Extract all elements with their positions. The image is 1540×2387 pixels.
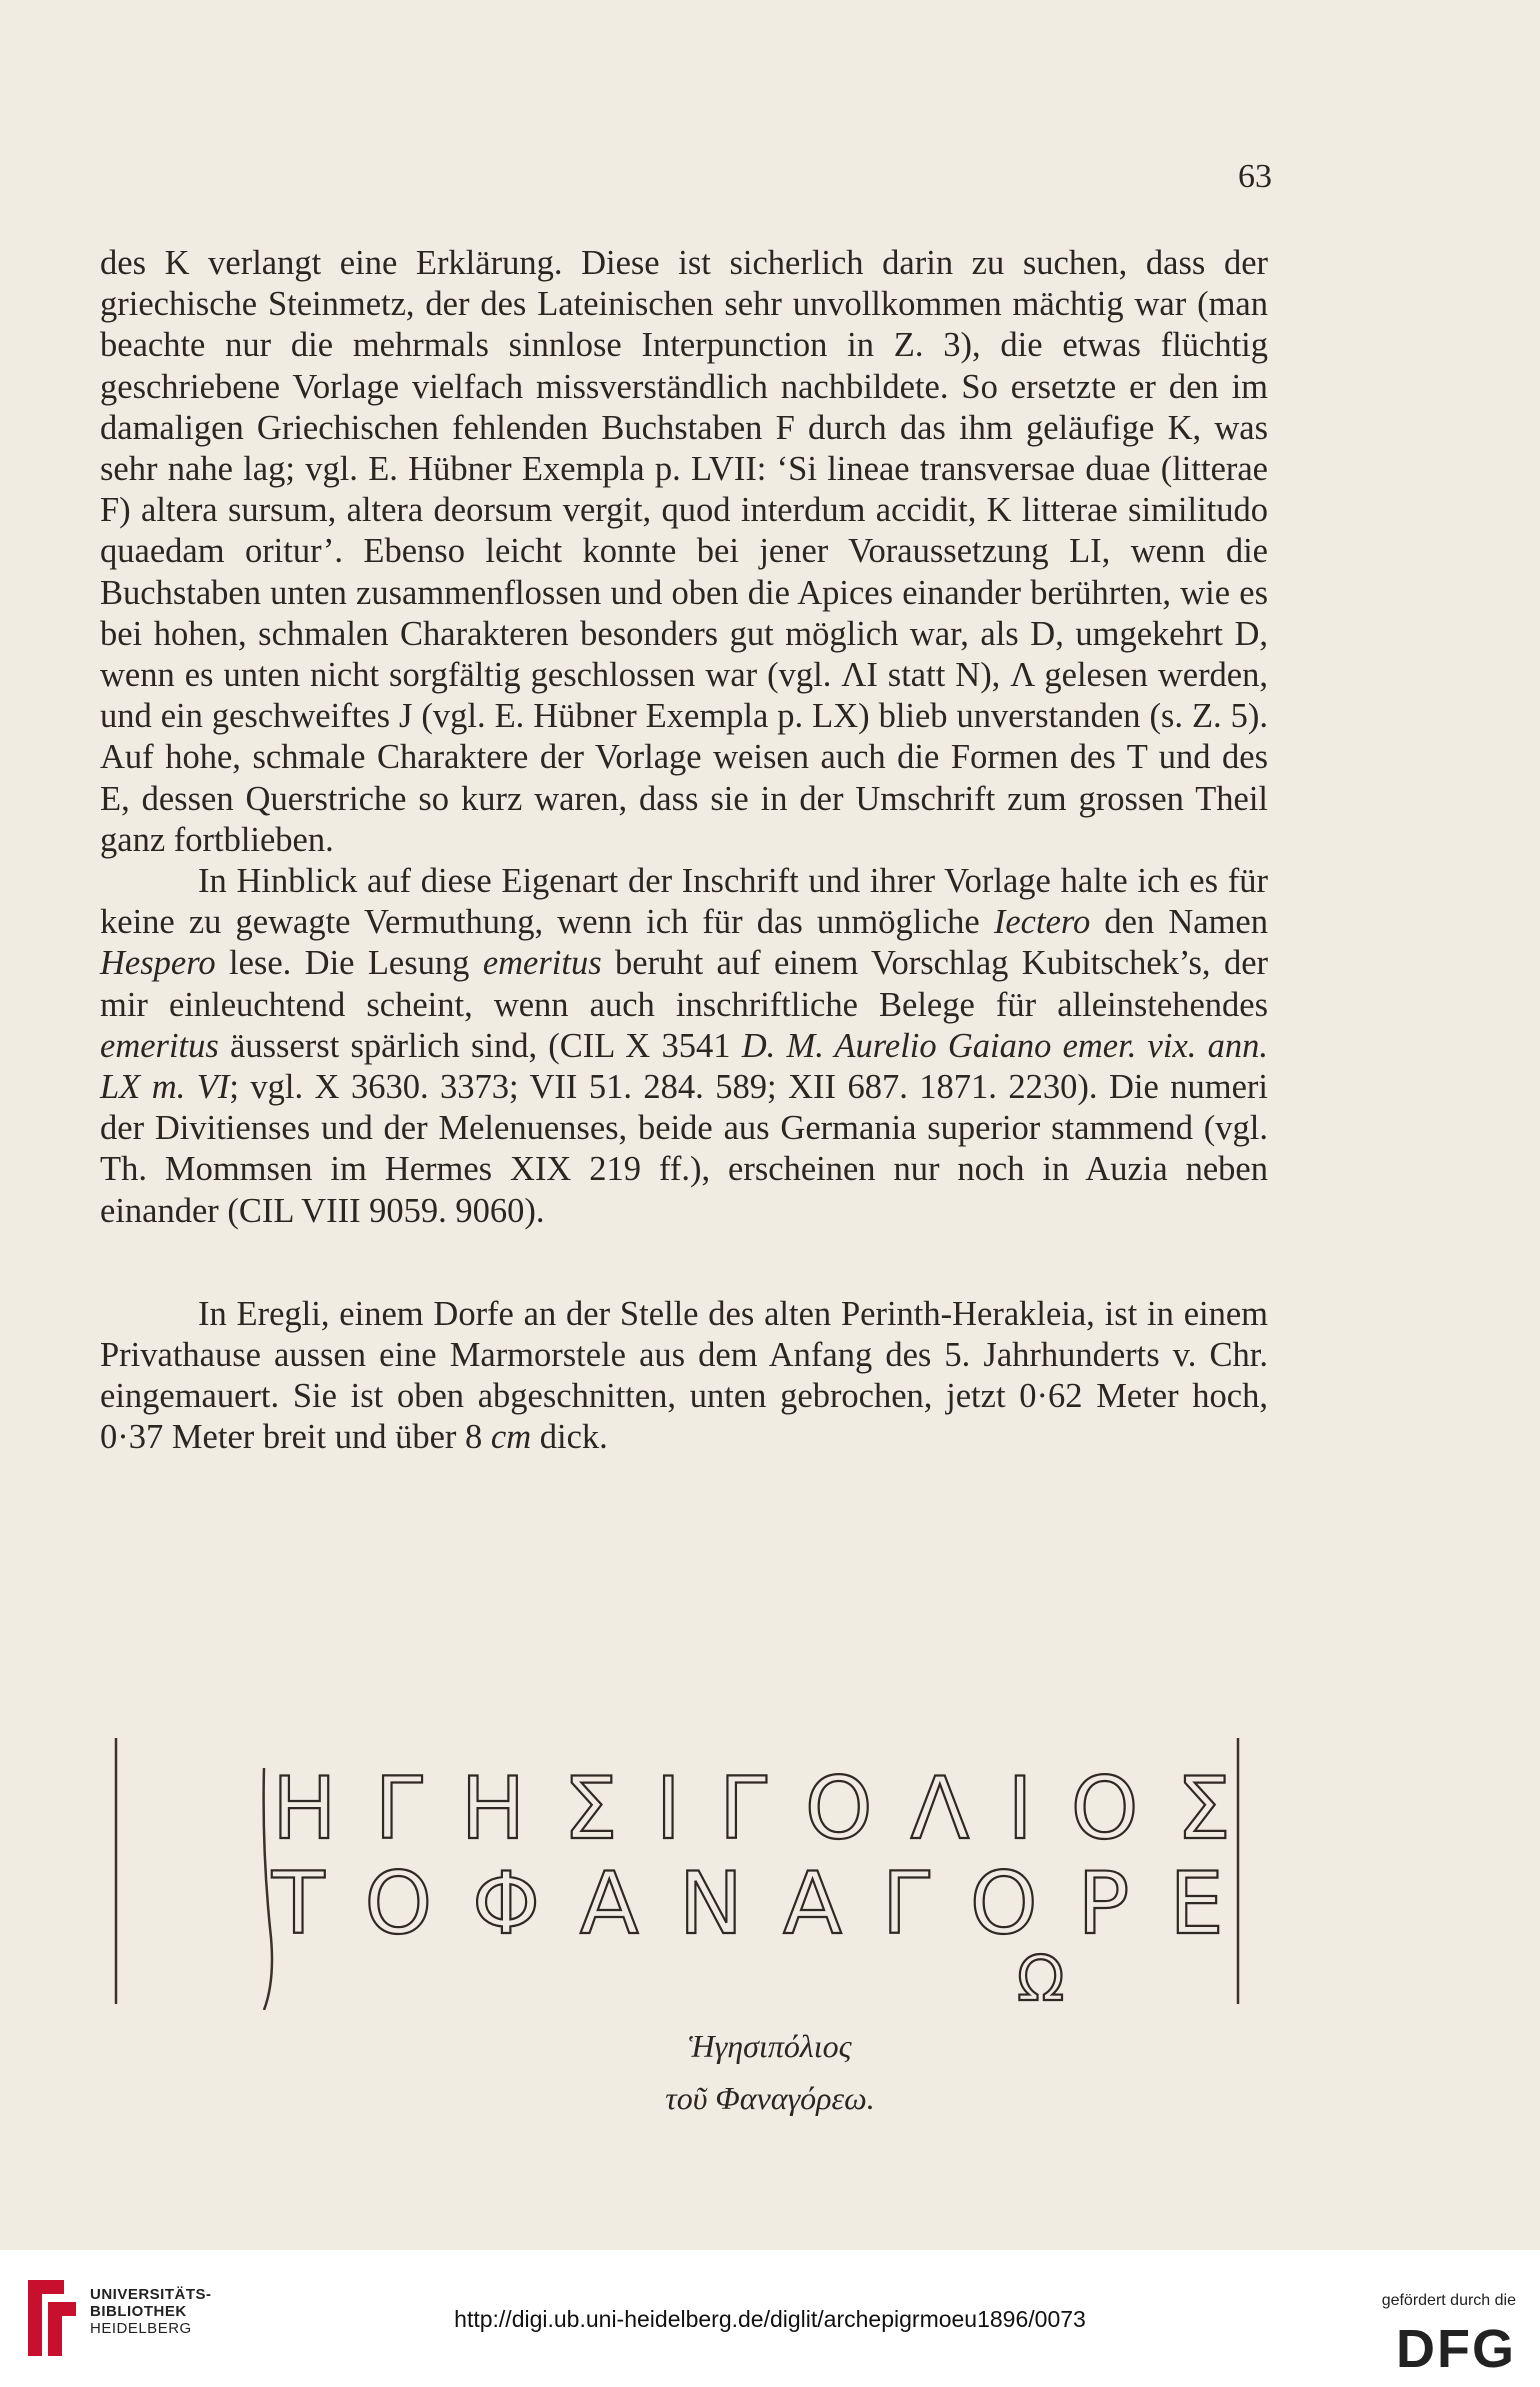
page-number: 63 (1238, 158, 1272, 195)
text-run: des K verlangt eine Erklärung. Diese ist sicherlich darin zu suchen, dass der griechische Steinmetz, der des Lateinischen sehr unvollkommen mächtig war (man beachte nur die mehrmals sinnlose Interpunction in Z. 3), die etwas flüchtig geschriebene Vorlage vielfach missverständlich nachbildete. So ersetzte er den im damaligen Griechischen fehlenden Buchstaben F durch das ihm geläufige K, was sehr nahe lag; vgl. E. Hübner Exempla p. LVII: ‘Si lineae transversae duae (litterae F) altera sursum, altera deorsum vergit, quod interdum accidit, K litterae similitudo quaedam oritur’. Ebenso leicht konnte bei jener Voraussetzung LI, wenn die Buchstaben unten zusammenflossen und oben die Apices einander berührten, wie es bei hohen, schmalen Charakteren besonders gut möglich war, als D, umgekehrt D, wenn es unten nicht sorgfältig geschlossen war (vgl. ΛI statt N), Λ gelesen werden, und ein geschweiftes J (vgl. E. Hübner Exempla p. LX) blieb unverstanden (s. Z. 5). Auf hohe, schmale Charaktere der Vorlage weisen auch die Formen des T und des E, dessen Querstriche so kurz waren, dass sie in der Umschrift zum grossen Theil ganz fortblieben. (100, 244, 1268, 859)
italic-run: Iectero (993, 903, 1091, 942)
paragraph-3 (100, 1294, 1268, 1459)
inscription-svg (112, 1728, 1242, 2010)
paragraph-2 (100, 861, 1268, 1232)
italic-run: emeritus (100, 1026, 219, 1065)
text-run: den Namen (1090, 903, 1268, 942)
italic-run: Hespero (100, 944, 216, 983)
inscription-line-1: ΗΓΗΣΙΓΟΛΙΟΣ (272, 1759, 1242, 1859)
text-run: dick. (531, 1418, 608, 1457)
stele-break-line (264, 1768, 272, 2010)
library-name-line-3: HEIDELBERG (90, 2320, 192, 2337)
body-text (100, 243, 1268, 1459)
dfg-logo: DFG (1396, 2319, 1516, 2379)
paragraph-1 (100, 243, 1268, 861)
footer-bar (0, 2250, 1540, 2387)
library-name-line-1: UNIVERSITÄTS- (90, 2286, 212, 2303)
italic-run: D. M. Aurelio Gaiano emer. vix. ann. LX m. VI (100, 1026, 1268, 1107)
library-name-line-2: BIBLIOTHEK (90, 2303, 187, 2320)
text-run: lese. Die Lesung (215, 944, 483, 983)
text-run: In Hinblick auf diese Eigenart der Inschrift und ihrer Vorlage halte ich es für keine zu gewagte Vermuthung, wenn ich für das unmögliche (100, 862, 1268, 942)
text-run: beruht auf einem Vorschlag Kubitschek’s, der mir einleuchtend scheint, wenn auch inschriftliche Belege für alleinstehendes (100, 944, 1268, 1024)
transcription-line-1: Ἡγησιπόλιος (688, 2028, 852, 2064)
inscription-line-3: Ω (1017, 1942, 1065, 2010)
inscription-line-2: ΤΟΦΑΝΑΓΟΡΕ (272, 1854, 1242, 1954)
permalink-url[interactable]: http://digi.ub.uni-heidelberg.de/diglit/archepigrmoeu1896/0073 (454, 2306, 1086, 2332)
funding-label: gefördert durch die (1381, 2292, 1516, 2309)
text-run: äusserst spärlich sind, (CIL X 3541 (218, 1026, 742, 1065)
italic-run: emeritus (482, 944, 602, 983)
text-run: In Eregli, einem Dorfe an der Stelle des alten Perinth-Herakleia, ist in einem Privathause aussen eine Marmorstele aus dem Anfang des 5. Jahrhunderts v. Chr. eingemauert. Sie ist oben abgeschnitten, unten gebrochen, jetzt 0·62 Meter hoch, 0·37 Meter breit und über 8 (100, 1294, 1268, 1457)
text-run: ; vgl. X 3630. 3373; VII 51. 284. 589; XII 687. 1871. 2230). Die numeri der Divitienses und der Melenuenses, beide aus Germania superior stammend (vgl. Th. Mommsen im Hermes XIX 219 ff.), erscheinen nur noch in Auzia neben einander (CIL VIII 9059. 9060). (100, 1068, 1268, 1230)
inscription-drawing (112, 1728, 1242, 2010)
italic-run: cm (490, 1418, 532, 1457)
transcription-line-2: τοῦ Φαναγόρεω. (665, 2080, 875, 2116)
